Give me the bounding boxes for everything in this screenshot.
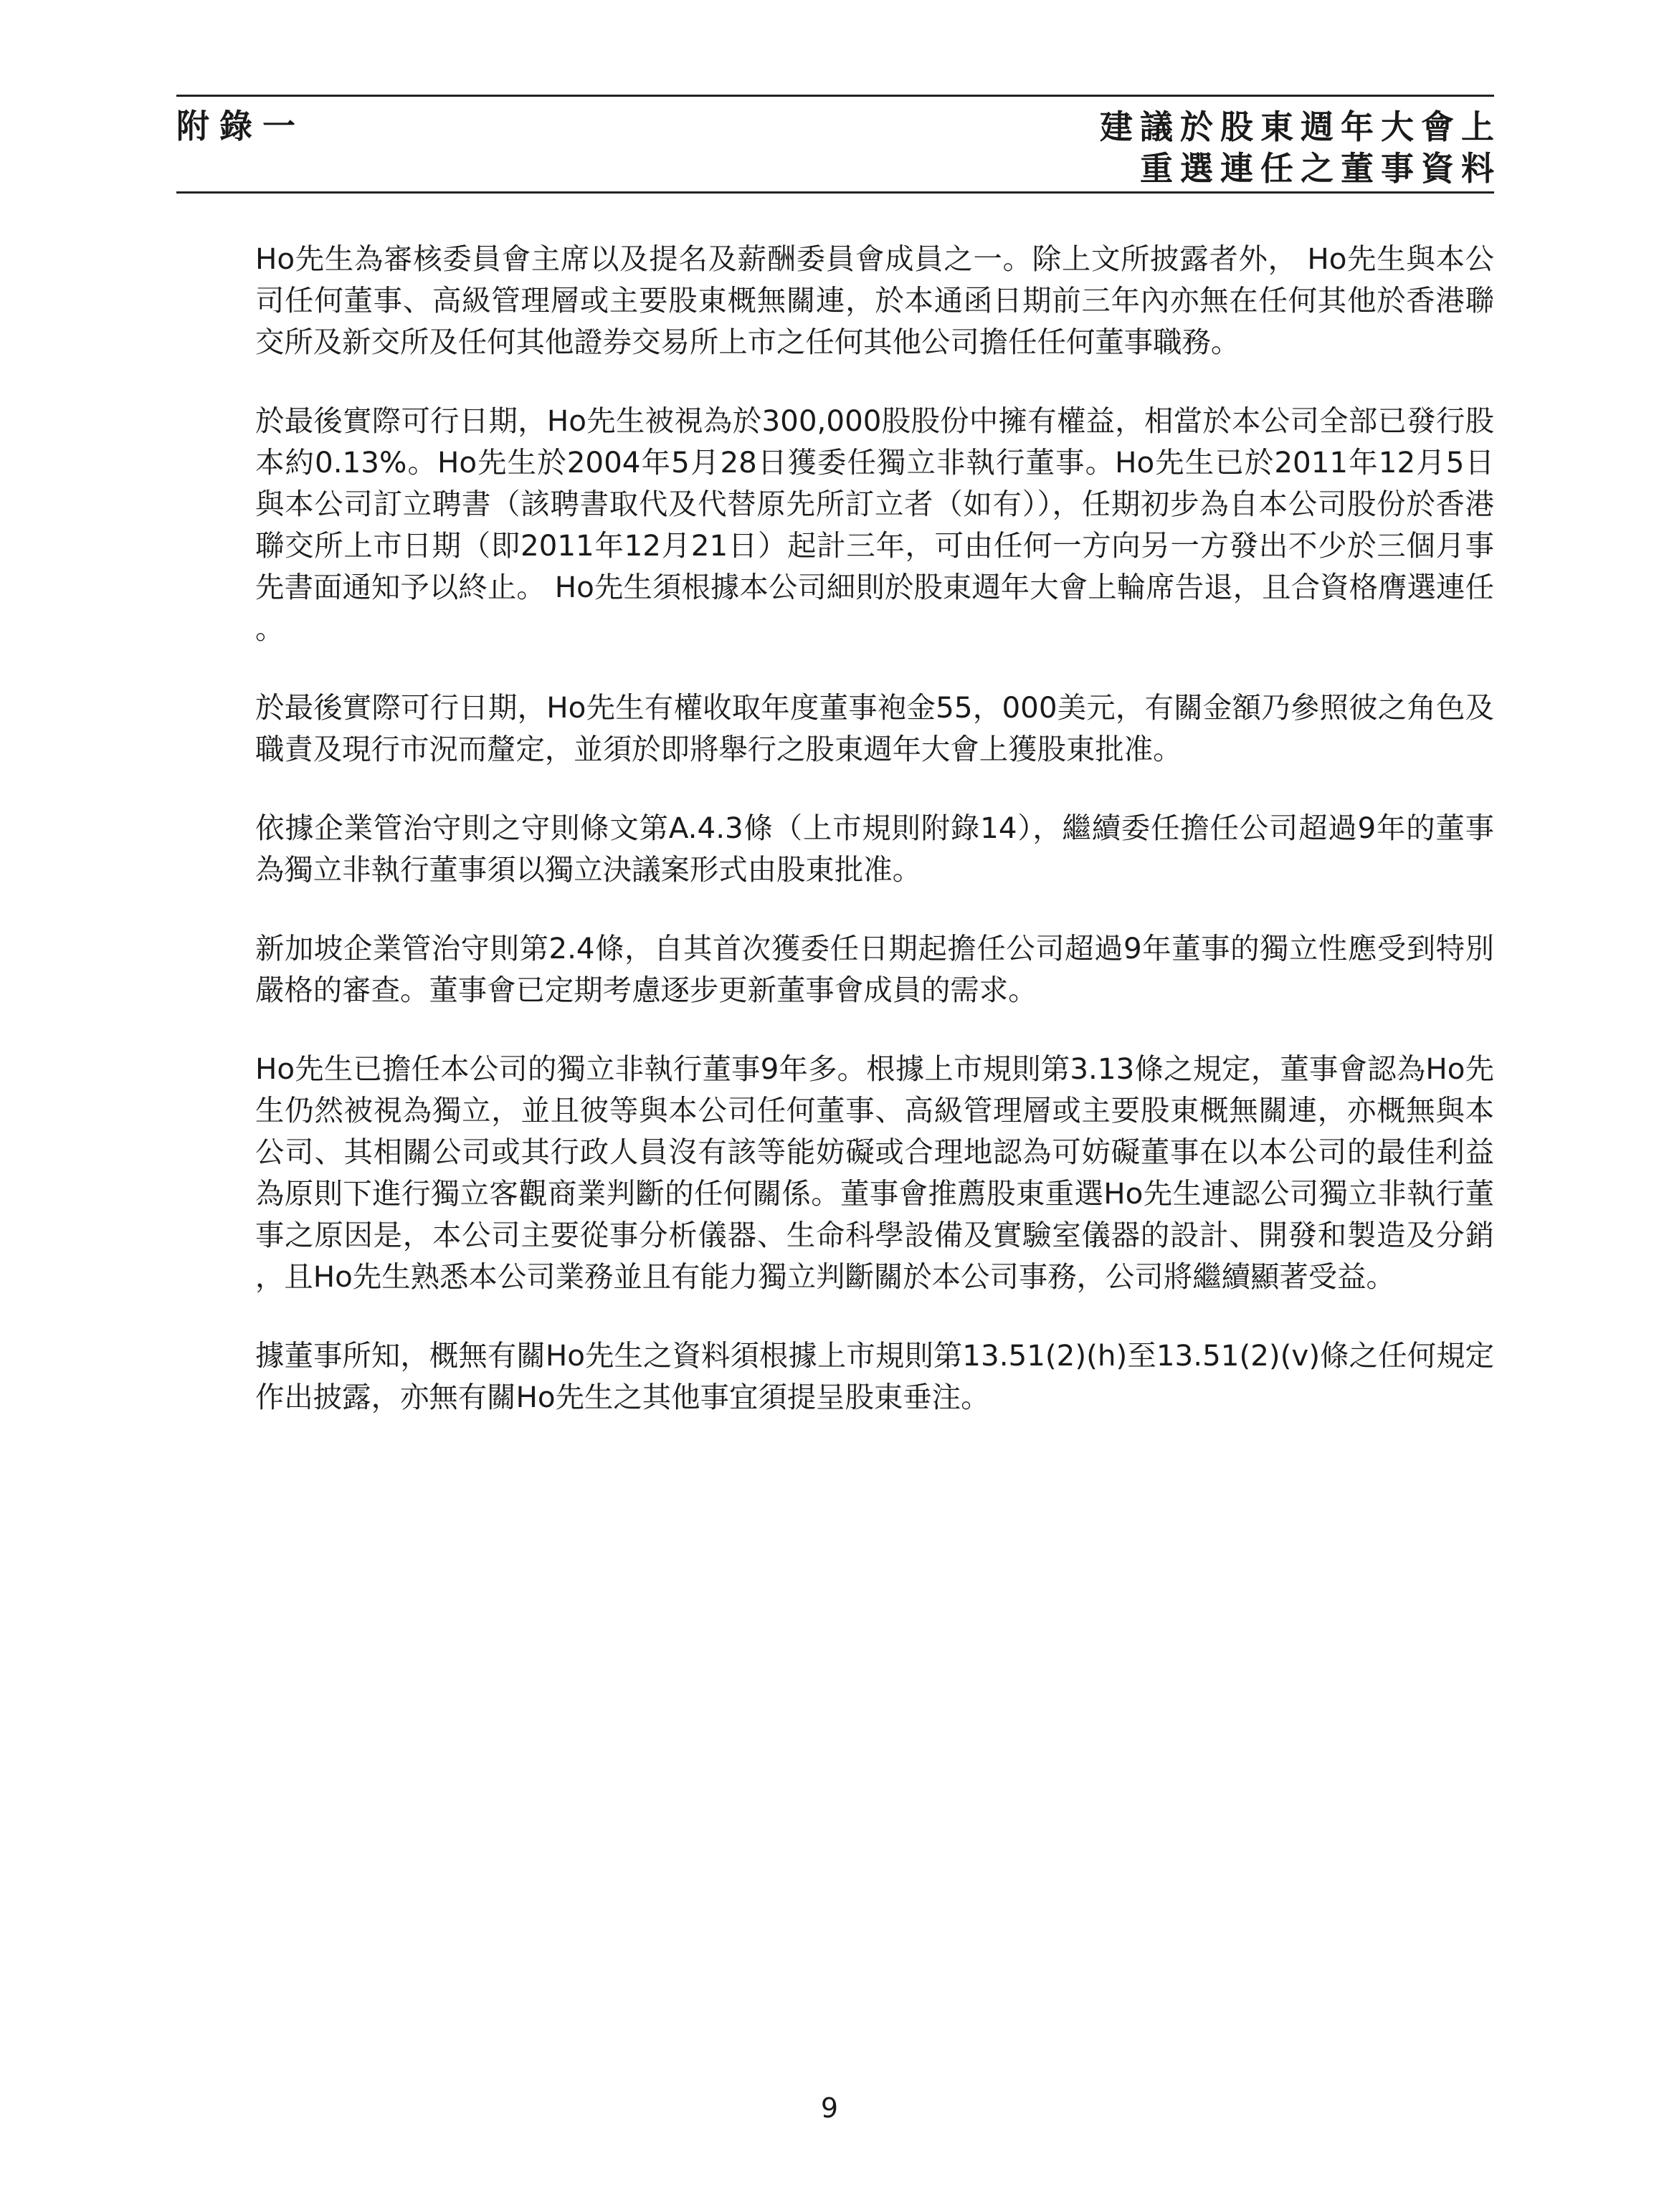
header-top-rule [176, 95, 1494, 97]
paragraph-directors-fee: 於最後實際可行日期，Ho先生有權收取年度董事袍金55，000美元，有關金額乃參照彼之角色及職責及現行市況而釐定，並須於即將舉行之股東週年大會上獲股東批准。 [255, 690, 1494, 766]
paragraph-code-provision: 依據企業管治守則之守則條文第A.4.3條（上市規則附錄14），繼續委任擔任公司超過9年的董事為獨立非執行董事須以獨立決議案形式由股東批准。 [255, 811, 1494, 887]
page-number: 9 [820, 2092, 839, 2124]
section-title-line-2: 重選連任之董事資料 [1140, 149, 1501, 188]
paragraph-disclosure: 據董事所知，概無有關Ho先生之資料須根據上市規則第13.51(2)(h)至13.51(2)(v)條之任何規定作出披露，亦無有關Ho先生之其他事宜須提呈股東垂注。 [255, 1338, 1494, 1414]
paragraph-committee-membership: Ho先生為審核委員會主席以及提名及薪酬委員會成員之一。除上文所披露者外， Ho先生與本公司任何董事、高級管理層或主要股東概無關連，於本通函日期前三年內亦無在任何其他於香港聯交所及新交所及任何其他證券交易所上市之任何其他公司擔任任何董事職務。 [255, 242, 1494, 359]
paragraph-singapore-code: 新加坡企業管治守則第2.4條，自其首次獲委任日期起擔任公司超過9年董事的獨立性應受到特別嚴格的審查。董事會已定期考慮逐步更新董事會成員的需求。 [255, 931, 1494, 1007]
section-title-line-1: 建議於股東週年大會上 [1100, 108, 1501, 146]
section-title [1100, 106, 1501, 189]
paragraph-shareholding-appointment: 於最後實際可行日期，Ho先生被視為於300,000股股份中擁有權益，相當於本公司全部已發行股本約0.13%。Ho先生於2004年5月28日獲委任獨立非執行董事。Ho先生已於2011年12月5日與本公司訂立聘書（該聘書取代及代替原先所訂立者（如有）），任期初步為自本公司股份於香港聯交所上市日期（即2011年12月21日）起計三年，可由任何一方向另一方發出不少於三個月事先書面通知予以終止。 Ho先生須根據本公司細則於股東週年大會上輪席告退，且合資格膺選連任。 [255, 404, 1494, 646]
document-body [255, 238, 1494, 1455]
header-bottom-rule [176, 191, 1494, 194]
appendix-label: 附錄一 [176, 107, 305, 146]
paragraph-independence: Ho先生已擔任本公司的獨立非執行董事9年多。根據上市規則第3.13條之規定，董事會認為Ho先生仍然被視為獨立，並且彼等與本公司任何董事、高級管理層或主要股東概無關連，亦概無與本公司、其相關公司或其行政人員沒有該等能妨礙或合理地認為可妨礙董事在以本公司的最佳利益為原則下進行獨立客觀商業判斷的任何關係。董事會推薦股東重選Ho先生連認公司獨立非執行董事之原因是，本公司主要從事分析儀器、生命科學設備及實驗室儀器的設計、開發和製造及分銷，且Ho先生熟悉本公司業務並且有能力獨立判斷關於本公司事務，公司將繼續顯著受益。 [255, 1052, 1494, 1294]
